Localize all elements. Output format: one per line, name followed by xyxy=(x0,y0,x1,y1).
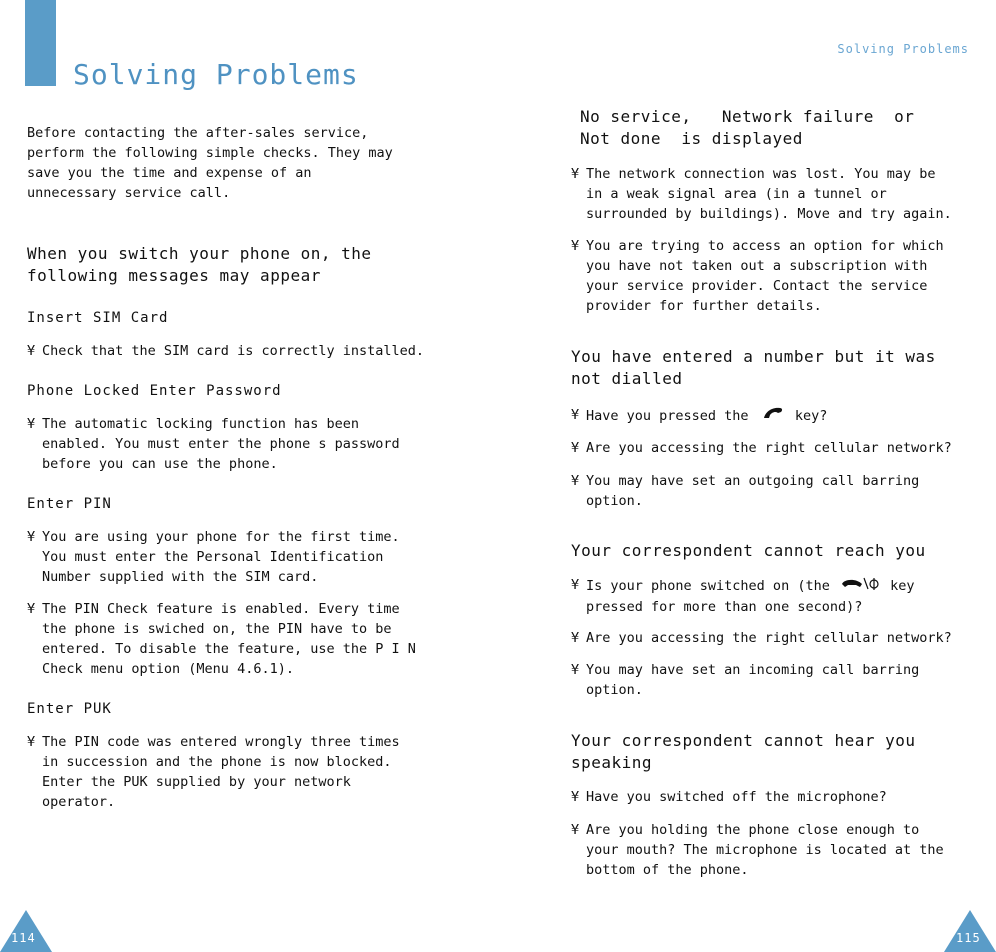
bullet-line: option. xyxy=(586,682,643,698)
bullet-line: Are you holding the phone close enough to xyxy=(586,822,920,838)
bullet-line: You are trying to access an option for which xyxy=(586,238,944,254)
heading-line: speaking xyxy=(571,753,653,772)
bullet-mark: ¥ xyxy=(571,407,580,423)
bullet-line: the phone is swiched on, the PIN have to be xyxy=(42,621,392,637)
bullet-text: Have you pressed the xyxy=(586,408,749,424)
heading-line: following messages may appear xyxy=(27,266,321,285)
subheading-phone-locked: Phone Locked Enter Password xyxy=(27,383,282,399)
bullet-item xyxy=(27,341,424,361)
bullet-line: The PIN Check feature is enabled. Every time xyxy=(42,601,400,617)
bullet-line: You must enter the Personal Identification xyxy=(42,549,384,565)
heading-line: not dialled xyxy=(571,369,683,388)
bullet-text: key xyxy=(890,578,915,594)
bullet-line: entered. To disable the feature, use the P I N xyxy=(42,641,416,657)
chapter-tab-bar xyxy=(25,0,56,86)
subheading-enter-puk: Enter PUK xyxy=(27,701,112,717)
heading-line: Not done is displayed xyxy=(580,129,803,148)
page-number: 114 xyxy=(11,931,36,945)
heading-line: You have entered a number but it was xyxy=(571,347,936,366)
send-key-icon xyxy=(757,405,787,427)
bullet-mark: ¥ xyxy=(27,601,36,617)
bullet-item xyxy=(571,820,944,880)
bullet-line: enabled. You must enter the phone s password xyxy=(42,436,400,452)
bullet-line: operator. xyxy=(42,794,116,810)
section-heading-no-service xyxy=(580,106,914,150)
bullet-line: The PIN code was entered wrongly three times xyxy=(42,734,400,750)
end-power-key-icon xyxy=(838,575,882,597)
bullet-line: bottom of the phone. xyxy=(586,862,749,878)
running-head: Solving Problems xyxy=(837,42,969,56)
bullet-item xyxy=(27,599,416,679)
bullet-mark: ¥ xyxy=(27,416,36,432)
heading-line: Your correspondent cannot hear you xyxy=(571,731,916,750)
bullet-line: Are you accessing the right cellular network? xyxy=(586,630,952,646)
intro-paragraph xyxy=(27,123,437,203)
bullet-line: You may have set an outgoing call barring xyxy=(586,473,920,489)
bullet-item xyxy=(571,471,919,511)
bullet-mark: ¥ xyxy=(27,529,36,545)
heading-line: Your correspondent cannot reach you xyxy=(571,541,926,560)
bullet-line: You may have set an incoming call barring xyxy=(586,662,920,678)
bullet-line: Check that the SIM card is correctly installed. xyxy=(42,343,425,359)
bullet-line: in a weak signal area (in a tunnel or xyxy=(586,186,887,202)
page-title: Solving Problems xyxy=(73,58,359,91)
bullet-mark: ¥ xyxy=(571,630,580,646)
bullet-item xyxy=(571,660,919,700)
bullet-text: key? xyxy=(794,408,828,424)
intro-line: save you the time and expense of an xyxy=(27,165,312,181)
bullet-mark: ¥ xyxy=(571,238,580,254)
bullet-item xyxy=(571,575,915,617)
intro-line: perform the following simple checks. They may xyxy=(27,145,393,161)
bullet-mark: ¥ xyxy=(571,473,580,489)
bullet-item xyxy=(571,164,952,224)
bullet-item xyxy=(571,405,827,427)
page-number: 115 xyxy=(956,931,981,945)
bullet-line: before you can use the phone. xyxy=(42,456,278,472)
heading-line: No service, Network failure or xyxy=(580,107,915,126)
section-heading-cannot-reach xyxy=(571,540,926,562)
bullet-line: Are you accessing the right cellular network? xyxy=(586,440,952,456)
bullet-item xyxy=(571,787,887,807)
bullet-line: you have not taken out a subscription with xyxy=(586,258,928,274)
bullet-line: pressed for more than one second)? xyxy=(586,599,863,615)
bullet-line: Number supplied with the SIM card. xyxy=(42,569,319,585)
bullet-mark: ¥ xyxy=(571,822,580,838)
section-heading-cannot-hear xyxy=(571,730,916,774)
bullet-item xyxy=(571,438,952,458)
bullet-text: Is your phone switched on (the xyxy=(586,578,830,594)
section-heading-switch-on xyxy=(27,243,372,287)
bullet-line: The automatic locking function has been xyxy=(42,416,359,432)
bullet-line: your service provider. Contact the service xyxy=(586,278,928,294)
bullet-mark: ¥ xyxy=(27,734,36,750)
bullet-mark: ¥ xyxy=(27,343,36,359)
bullet-line: Check menu option (Menu 4.6.1). xyxy=(42,661,294,677)
bullet-item xyxy=(571,628,952,648)
bullet-line: option. xyxy=(586,493,643,509)
bullet-line: provider for further details. xyxy=(586,298,822,314)
bullet-mark: ¥ xyxy=(571,789,580,805)
bullet-item xyxy=(27,732,400,812)
subheading-enter-pin: Enter PIN xyxy=(27,496,112,512)
bullet-line: Enter the PUK supplied by your network xyxy=(42,774,351,790)
bullet-line: The network connection was lost. You may be xyxy=(586,166,936,182)
intro-line: Before contacting the after-sales service, xyxy=(27,125,369,141)
bullet-item xyxy=(571,236,944,316)
bullet-mark: ¥ xyxy=(571,166,580,182)
bullet-item xyxy=(27,414,400,474)
section-heading-not-dialled xyxy=(571,346,936,390)
bullet-line: You are using your phone for the first time. xyxy=(42,529,400,545)
bullet-mark: ¥ xyxy=(571,440,580,456)
bullet-line: in succession and the phone is now blocked. xyxy=(42,754,392,770)
heading-line: When you switch your phone on, the xyxy=(27,244,372,263)
bullet-item xyxy=(27,527,400,587)
bullet-line: Have you switched off the microphone? xyxy=(586,789,887,805)
right-page xyxy=(498,0,996,952)
bullet-mark: ¥ xyxy=(571,662,580,678)
bullet-line: your mouth? The microphone is located at the xyxy=(586,842,944,858)
bullet-line: surrounded by buildings). Move and try again. xyxy=(586,206,952,222)
intro-line: unnecessary service call. xyxy=(27,185,231,201)
subheading-insert-sim: Insert SIM Card xyxy=(27,310,169,326)
bullet-mark: ¥ xyxy=(571,577,580,593)
